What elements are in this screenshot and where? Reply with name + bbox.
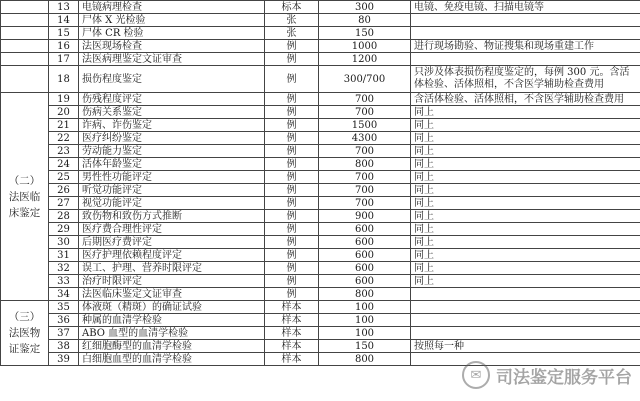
note: 同上 [411, 210, 640, 223]
item-name: 伤病关系鉴定 [79, 106, 265, 119]
note: 同上 [411, 171, 640, 184]
unit: 例 [265, 262, 319, 275]
item-name: 误工、护理、营养时限评定 [79, 262, 265, 275]
note: 同上 [411, 275, 640, 288]
category-cell [1, 40, 49, 53]
row-number: 24 [49, 158, 79, 171]
item-name: 治疗时限评定 [79, 275, 265, 288]
table-row [1, 249, 640, 262]
row-number: 32 [49, 262, 79, 275]
table-row [1, 197, 640, 210]
item-name: 男性性功能评定 [79, 171, 265, 184]
table-row [1, 171, 640, 184]
note: 同上 [411, 106, 640, 119]
row-number: 31 [49, 249, 79, 262]
price: 600 [319, 249, 411, 262]
price: 1000 [319, 40, 411, 53]
unit: 例 [265, 249, 319, 262]
row-number: 36 [49, 314, 79, 327]
unit: 例 [265, 171, 319, 184]
price: 100 [319, 314, 411, 327]
note: 同上 [411, 132, 640, 145]
category-cell [1, 27, 49, 40]
price: 600 [319, 275, 411, 288]
note: 进行现场勘验、物证搜集和现场重建工作 [411, 40, 640, 53]
note: 同上 [411, 158, 640, 171]
unit: 样本 [265, 301, 319, 314]
table-row [1, 262, 640, 275]
unit: 例 [265, 275, 319, 288]
table-row [1, 327, 640, 340]
table-row [1, 210, 640, 223]
note: 同上 [411, 249, 640, 262]
category-cell [1, 14, 49, 27]
item-name: 法医病理鉴定文证审查 [79, 53, 265, 66]
item-name: 诈病、诈伤鉴定 [79, 119, 265, 132]
row-number: 37 [49, 327, 79, 340]
unit: 样本 [265, 340, 319, 353]
unit: 样本 [265, 314, 319, 327]
table-row [1, 132, 640, 145]
note: 同上 [411, 184, 640, 197]
note: 同上 [411, 262, 640, 275]
table-row [1, 158, 640, 171]
unit: 例 [265, 40, 319, 53]
unit: 张 [265, 14, 319, 27]
table-row [1, 53, 640, 66]
unit: 样本 [265, 327, 319, 340]
price: 700 [319, 145, 411, 158]
table-row [1, 301, 640, 314]
category-cell: （三）法医物证鉴定 [1, 301, 49, 366]
note [411, 288, 640, 301]
table-row [1, 40, 640, 53]
category-cell: （二）法医临床鉴定 [1, 93, 49, 301]
item-name: 伤残程度评定 [79, 93, 265, 106]
note [411, 27, 640, 40]
price: 600 [319, 262, 411, 275]
table-row [1, 275, 640, 288]
price: 300 [319, 1, 411, 14]
item-name: 医疗费合理性评定 [79, 223, 265, 236]
row-number: 30 [49, 236, 79, 249]
table-row [1, 66, 640, 93]
note: 电镜、免疫电镜、扫描电镜等 [411, 1, 640, 14]
row-number: 19 [49, 93, 79, 106]
wechat-icon: ✉ [462, 361, 490, 389]
note: 同上 [411, 197, 640, 210]
item-name: 医疗纠纷鉴定 [79, 132, 265, 145]
item-name: 法医临床鉴定文证审查 [79, 288, 265, 301]
unit: 例 [265, 66, 319, 93]
unit: 例 [265, 288, 319, 301]
price: 150 [319, 340, 411, 353]
item-name: 后期医疗费评定 [79, 236, 265, 249]
row-number: 26 [49, 184, 79, 197]
item-name: 损伤程度鉴定 [79, 66, 265, 93]
item-name: 活体年龄鉴定 [79, 158, 265, 171]
row-number: 23 [49, 145, 79, 158]
table-row [1, 14, 640, 27]
item-name: 电镜病理检查 [79, 1, 265, 14]
price: 800 [319, 288, 411, 301]
note: 同上 [411, 145, 640, 158]
price: 1500 [319, 119, 411, 132]
unit: 例 [265, 93, 319, 106]
unit: 标本 [265, 1, 319, 14]
note: 只涉及体表损伤程度鉴定的，每例 300 元。含活体检验、活体照相，不含医学辅助检查费用 [411, 66, 640, 93]
unit: 例 [265, 145, 319, 158]
price: 150 [319, 27, 411, 40]
unit: 例 [265, 158, 319, 171]
category-cell [1, 1, 49, 14]
category-cell [1, 66, 49, 93]
unit: 例 [265, 210, 319, 223]
price: 600 [319, 223, 411, 236]
row-number: 22 [49, 132, 79, 145]
watermark [462, 361, 632, 389]
unit: 张 [265, 27, 319, 40]
unit: 例 [265, 184, 319, 197]
note [411, 314, 640, 327]
note [411, 301, 640, 314]
price: 700 [319, 106, 411, 119]
item-name: 体液斑（精斑）的确证试验 [79, 301, 265, 314]
row-number: 25 [49, 171, 79, 184]
price: 600 [319, 236, 411, 249]
unit: 例 [265, 106, 319, 119]
price: 700 [319, 184, 411, 197]
unit: 样本 [265, 353, 319, 366]
row-number: 18 [49, 66, 79, 93]
unit: 例 [265, 197, 319, 210]
unit: 例 [265, 236, 319, 249]
price: 100 [319, 327, 411, 340]
price: 1200 [319, 53, 411, 66]
table-row [1, 314, 640, 327]
note: 同上 [411, 223, 640, 236]
note [411, 327, 640, 340]
watermark-text: 司法鉴定服务平台 [496, 367, 632, 388]
item-name: 法医现场检查 [79, 40, 265, 53]
item-name: 种属的血清学检验 [79, 314, 265, 327]
table-row [1, 1, 640, 14]
row-number: 38 [49, 340, 79, 353]
row-number: 33 [49, 275, 79, 288]
item-name: 听觉功能评定 [79, 184, 265, 197]
table-row [1, 340, 640, 353]
price: 100 [319, 301, 411, 314]
table-row [1, 184, 640, 197]
row-number: 29 [49, 223, 79, 236]
table-row [1, 236, 640, 249]
row-number: 35 [49, 301, 79, 314]
item-name: 尸体 CR 检验 [79, 27, 265, 40]
row-number: 20 [49, 106, 79, 119]
unit: 例 [265, 223, 319, 236]
price: 800 [319, 353, 411, 366]
item-name: 视觉功能评定 [79, 197, 265, 210]
note: 含活体检验、活体照相，不含医学辅助检查费用 [411, 93, 640, 106]
item-name: 尸体 X 光检验 [79, 14, 265, 27]
price: 300/700 [319, 66, 411, 93]
item-name: 医疗护理依赖程度评定 [79, 249, 265, 262]
row-number: 17 [49, 53, 79, 66]
table-row [1, 223, 640, 236]
note [411, 53, 640, 66]
row-number: 27 [49, 197, 79, 210]
row-number: 14 [49, 14, 79, 27]
note: 按照每一种 [411, 340, 640, 353]
price: 800 [319, 158, 411, 171]
unit: 例 [265, 132, 319, 145]
price: 900 [319, 210, 411, 223]
table-row [1, 145, 640, 158]
row-number: 15 [49, 27, 79, 40]
item-name: 劳动能力鉴定 [79, 145, 265, 158]
unit: 例 [265, 119, 319, 132]
price: 700 [319, 93, 411, 106]
table-row [1, 106, 640, 119]
row-number: 16 [49, 40, 79, 53]
item-name: ABO 血型的血清学检验 [79, 327, 265, 340]
table-row [1, 288, 640, 301]
row-number: 39 [49, 353, 79, 366]
item-name: 致伤物和致伤方式推断 [79, 210, 265, 223]
table-row [1, 119, 640, 132]
table-row [1, 93, 640, 106]
category-cell [1, 53, 49, 66]
row-number: 34 [49, 288, 79, 301]
row-number: 21 [49, 119, 79, 132]
note [411, 14, 640, 27]
item-name: 白细胞血型的血清学检验 [79, 353, 265, 366]
row-number: 28 [49, 210, 79, 223]
price: 700 [319, 197, 411, 210]
price: 4300 [319, 132, 411, 145]
price: 700 [319, 171, 411, 184]
unit: 例 [265, 53, 319, 66]
row-number: 13 [49, 1, 79, 14]
table-row [1, 27, 640, 40]
note: 同上 [411, 119, 640, 132]
item-name: 红细胞酶型的血清学检验 [79, 340, 265, 353]
price: 80 [319, 14, 411, 27]
note: 同上 [411, 236, 640, 249]
